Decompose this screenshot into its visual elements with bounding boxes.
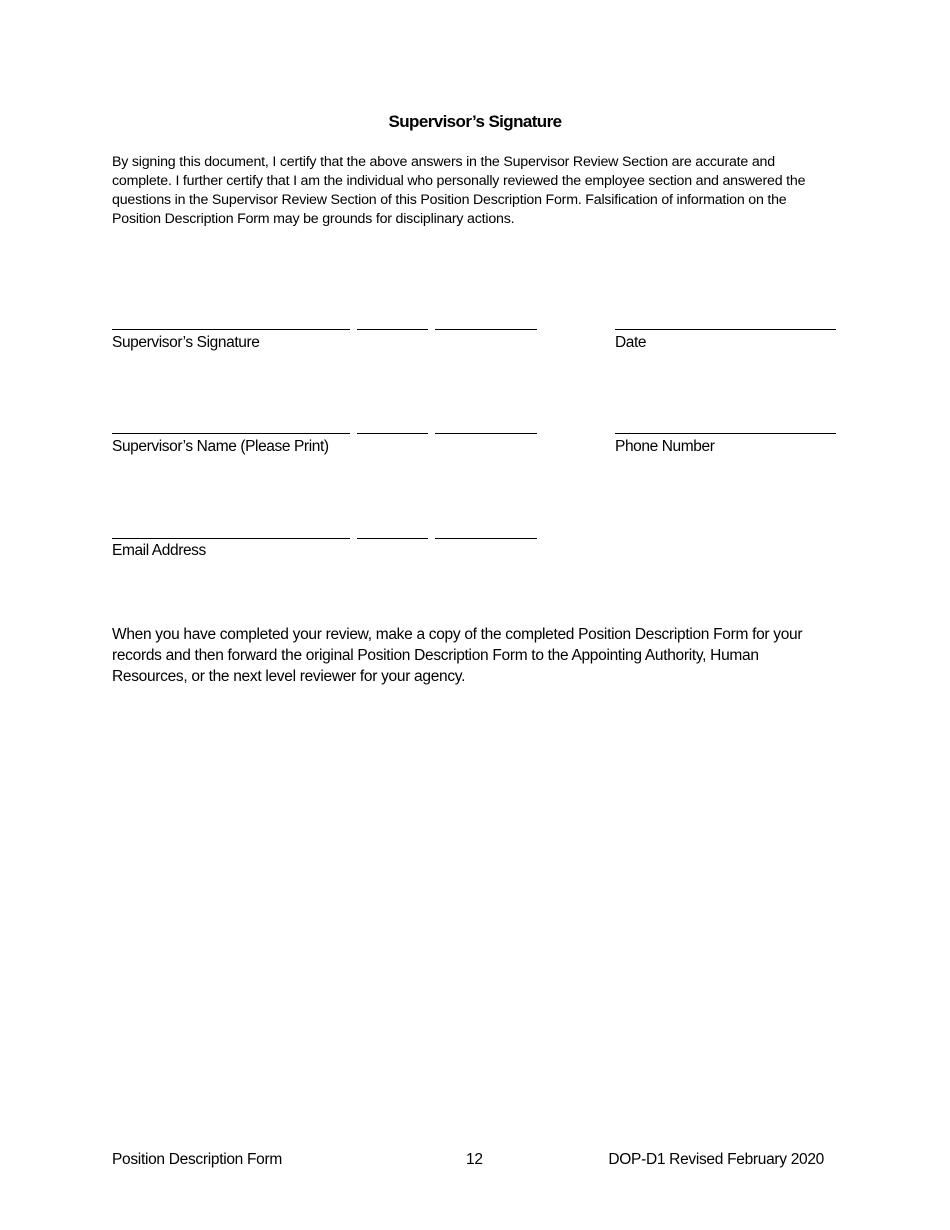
certification-paragraph: By signing this document, I certify that the above answers in the Supervisor Review Section are accurate and complete. I further certify that I am the individual who personally reviewed the employee section and answered the questions in the Supervisor Review Section of this Position Description Form. Falsification of information on the Position Description Form may be grounds for disciplinary actions. [112, 154, 806, 227]
supervisor-signature-label: Supervisor’s Signature [112, 334, 260, 351]
footer-page-number: 12 [466, 1151, 483, 1168]
date-label: Date [615, 334, 647, 351]
email-address-line-segment[interactable] [435, 538, 537, 539]
footer-form-name: Position Description Form [112, 1151, 282, 1168]
email-address-line-segment[interactable] [357, 538, 428, 539]
supervisor-signature-line-segment[interactable] [112, 329, 350, 330]
date-line[interactable] [615, 329, 836, 330]
supervisor-name-line-segment[interactable] [435, 433, 537, 434]
supervisor-name-line-segment[interactable] [357, 433, 428, 434]
footer-revision: DOP-D1 Revised February 2020 [608, 1151, 824, 1168]
supervisor-signature-line-segment[interactable] [435, 329, 537, 330]
email-address-label: Email Address [112, 542, 206, 559]
section-heading: Supervisor’s Signature [388, 112, 562, 131]
supervisor-name-label: Supervisor’s Name (Please Print) [112, 438, 329, 455]
phone-number-label: Phone Number [615, 438, 715, 455]
phone-number-line[interactable] [615, 433, 836, 434]
supervisor-signature-line-segment[interactable] [357, 329, 428, 330]
supervisor-name-line-segment[interactable] [112, 433, 350, 434]
instruction-paragraph: When you have completed your review, make a copy of the completed Position Description Form for your records and then forward the original Position Description Form to the Appointing Authority, Human Resources, or the next level reviewer for your agency. [112, 626, 803, 685]
email-address-line-segment[interactable] [112, 538, 350, 539]
